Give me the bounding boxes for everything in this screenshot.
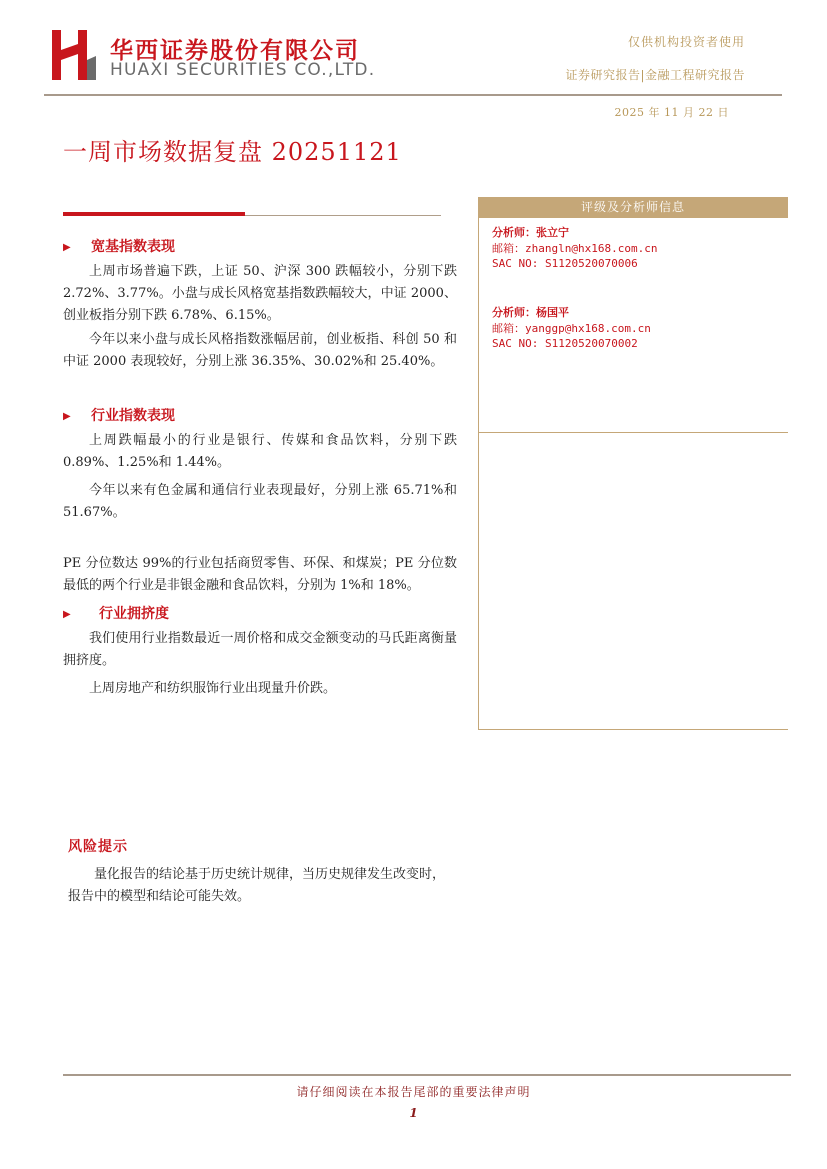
triangle-bullet-icon: ▶	[63, 241, 71, 253]
footer-divider	[63, 1074, 791, 1076]
analyst-name: 分析师：杨国平	[492, 306, 569, 319]
company-name-cn: 华西证券股份有限公司	[110, 38, 360, 64]
analyst-sac: SAC NO: S1120520070002	[492, 337, 638, 350]
risk-text: 量化报告的结论基于历史统计规律，当历史规律发生改变时，报告中的模型和结论可能失效。	[68, 867, 446, 904]
report-date: 2025 年 11 月 22 日	[614, 106, 729, 119]
paragraph: 今年以来有色金属和通信行业表现最好，分别上涨 65.71%和 51.67%。	[63, 483, 457, 520]
usage-note: 仅供机构投资者使用	[627, 35, 745, 49]
paragraph: 上周房地产和纺织服饰行业出现量升价跌。	[89, 681, 337, 696]
section-heading-industry-index: ▶ 行业指数表现	[63, 408, 175, 424]
section-heading-broad-index: ▶ 宽基指数表现	[63, 239, 175, 255]
paragraph: 上周市场普遍下跌，上证 50、沪深 300 跌幅较小，分别下跌 2.72%、3.77%。小盘与成长风格宽基指数跌幅较大，中证 2000、创业板指分别下跌 6.78%、6.15%。	[63, 264, 457, 323]
analyst-name: 分析师：张立宁	[492, 226, 569, 239]
title-accent-line	[245, 215, 441, 216]
title-accent-bar	[63, 212, 245, 216]
company-name-en: HUAXI SECURITIES CO.,LTD.	[110, 60, 376, 80]
analyst-email: 邮箱：zhangln@hx168.com.cn	[492, 242, 658, 255]
legal-notice: 请仔细阅读在本报告尾部的重要法律声明	[296, 1085, 531, 1099]
sidebar-heading: 评级及分析师信息	[478, 197, 788, 218]
sidebar-box	[478, 218, 788, 730]
paragraph: PE 分位数达 99%的行业包括商贸零售、环保、和煤炭；PE 分位数最低的两个行业是非银金融和食品饮料，分别为 1%和 18%。	[63, 556, 457, 593]
section-heading-crowding: ▶ 行业拥挤度	[63, 606, 169, 622]
paragraph: 今年以来小盘与成长风格指数涨幅居前，创业板指、科创 50 和中证 2000 表现较好，分别上涨 36.35%、30.02%和 25.40%。	[63, 332, 457, 369]
page-number: 1	[409, 1106, 418, 1120]
report-type: 证券研究报告|金融工程研究报告	[565, 68, 745, 82]
report-title: 一周市场数据复盘 20251121	[63, 138, 402, 166]
huaxi-logo-icon	[52, 30, 96, 80]
analyst-email: 邮箱：yanggp@hx168.com.cn	[492, 322, 651, 335]
triangle-bullet-icon: ▶	[63, 410, 71, 422]
analyst-sac: SAC NO: S1120520070006	[492, 257, 638, 270]
paragraph: 上周跌幅最小的行业是银行、传媒和食品饮料，分别下跌 0.89%、1.25%和 1.44%。	[63, 433, 457, 470]
risk-heading: 风险提示	[68, 839, 128, 855]
paragraph: 我们使用行业指数最近一周价格和成交金额变动的马氏距离衡量拥挤度。	[63, 631, 457, 668]
sidebar-divider	[478, 432, 788, 433]
header-divider	[44, 94, 782, 96]
triangle-bullet-icon: ▶	[63, 608, 71, 620]
